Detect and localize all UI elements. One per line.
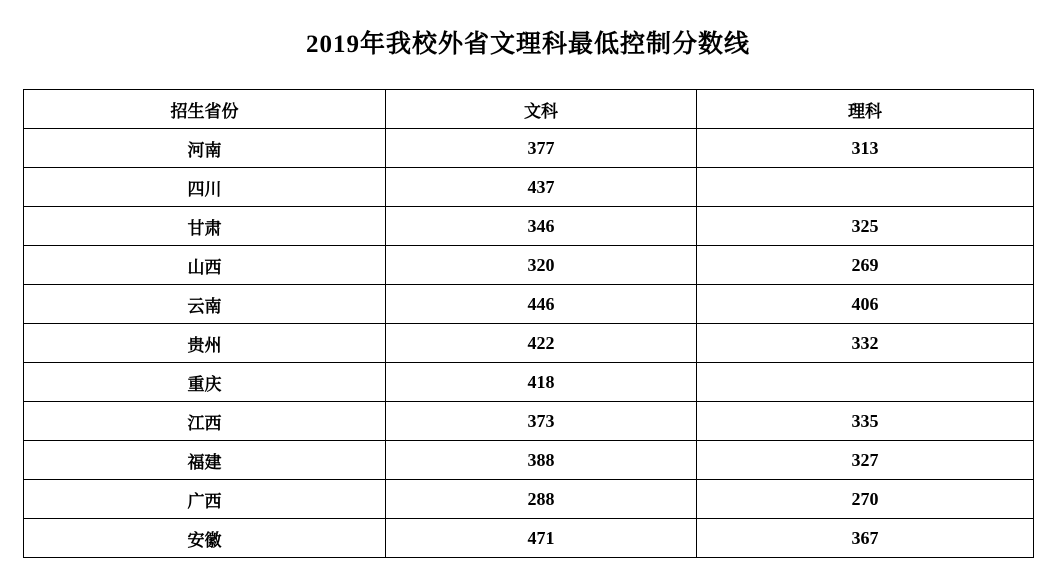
cell-province: 安徽 [24,519,386,558]
table-row [24,441,1034,480]
cell-science-score: 367 [697,519,1034,558]
cell-liberal-score: 320 [386,246,697,285]
cell-province: 广西 [24,480,386,519]
table-row [24,129,1034,168]
cell-science-score: 325 [697,207,1034,246]
column-header-liberal-arts: 文科 [386,90,697,129]
cell-province: 四川 [24,168,386,207]
table-row [24,168,1034,207]
cell-province: 福建 [24,441,386,480]
cell-science-score: 335 [697,402,1034,441]
table-row [24,324,1034,363]
column-header-science: 理科 [697,90,1034,129]
table-body [24,129,1034,558]
cell-liberal-score: 288 [386,480,697,519]
cell-province: 山西 [24,246,386,285]
table-row [24,285,1034,324]
cell-liberal-score: 377 [386,129,697,168]
cell-science-score: 269 [697,246,1034,285]
cell-science-score: 406 [697,285,1034,324]
cell-province: 贵州 [24,324,386,363]
cell-province: 重庆 [24,363,386,402]
cell-science-score [697,363,1034,402]
cell-liberal-score: 388 [386,441,697,480]
page-title: 2019年我校外省文理科最低控制分数线 [305,31,750,58]
cell-province: 甘肃 [24,207,386,246]
cell-science-score [697,168,1034,207]
cell-liberal-score: 418 [386,363,697,402]
cell-science-score: 332 [697,324,1034,363]
cell-liberal-score: 471 [386,519,697,558]
cell-science-score: 313 [697,129,1034,168]
table-row [24,207,1034,246]
cell-liberal-score: 437 [386,168,697,207]
cell-province: 江西 [24,402,386,441]
table-row [24,246,1034,285]
table-row [24,480,1034,519]
score-table [23,89,1034,558]
table-row [24,519,1034,558]
table-row [24,363,1034,402]
table-header [24,90,1034,129]
table-row [24,402,1034,441]
cell-science-score: 327 [697,441,1034,480]
cell-liberal-score: 373 [386,402,697,441]
score-table-container [23,60,1033,558]
cell-province: 云南 [24,285,386,324]
cell-liberal-score: 446 [386,285,697,324]
cell-science-score: 270 [697,480,1034,519]
cell-liberal-score: 346 [386,207,697,246]
cell-liberal-score: 422 [386,324,697,363]
cell-province: 河南 [24,129,386,168]
table-header-row [24,90,1034,129]
column-header-province: 招生省份 [24,90,386,129]
